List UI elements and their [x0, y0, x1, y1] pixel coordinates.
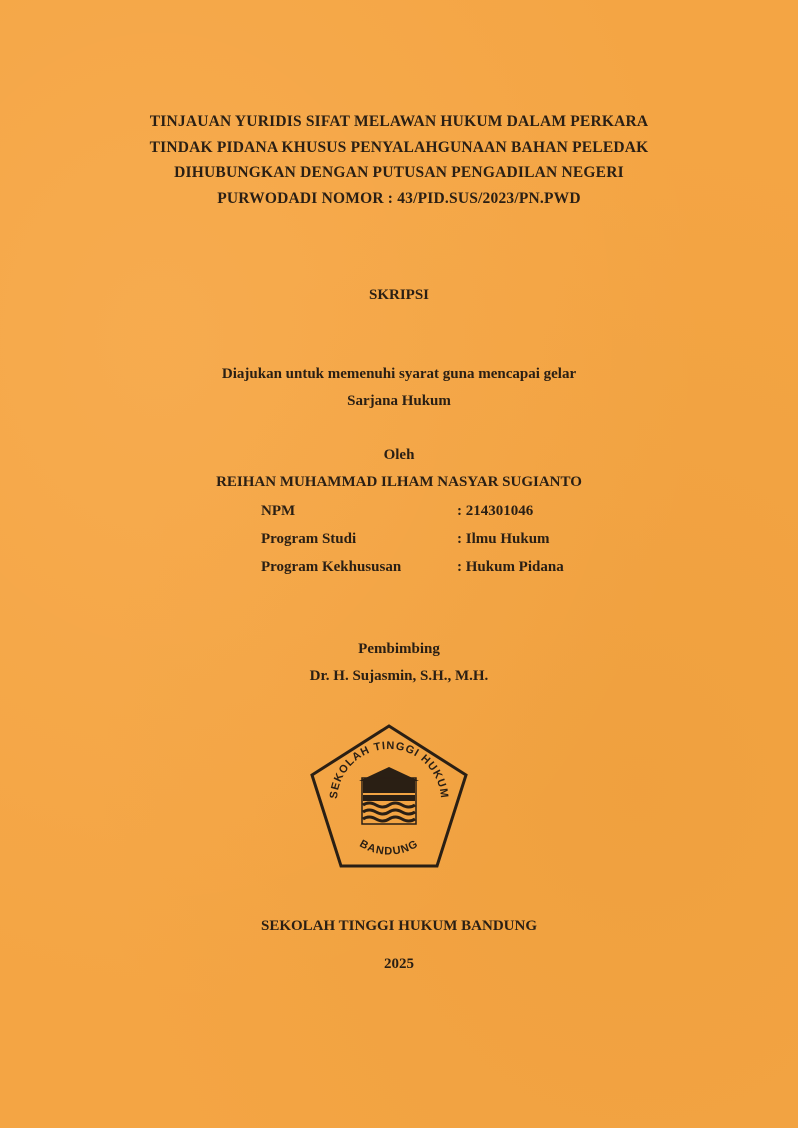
student-info-row	[261, 497, 621, 525]
student-info-row	[261, 553, 621, 581]
advisor-label: Pembimbing	[358, 641, 440, 657]
info-label-program-studi: Program Studi	[261, 530, 357, 547]
title-line-3: DIHUBUNGKAN DENGAN PUTUSAN PENGADILAN NEGERI	[174, 164, 624, 181]
logo-top-text: SEKOLAH TINGGI HUKUM	[327, 739, 451, 800]
student-info-table	[261, 497, 621, 581]
info-label-npm: NPM	[261, 502, 296, 519]
stih-bandung-logo-icon	[309, 723, 469, 869]
title-line-4: PURWODADI NOMOR : 43/PID.SUS/2023/PN.PWD	[217, 189, 581, 207]
student-info-row	[261, 525, 621, 553]
year: 2025	[384, 956, 414, 972]
thesis-title	[0, 109, 798, 211]
by-label: Oleh	[383, 447, 415, 463]
institution-name: SEKOLAH TINGGI HUKUM BANDUNG	[260, 918, 537, 934]
svg-text:BANDUNG	[357, 838, 420, 858]
document-type: SKRIPSI	[368, 287, 430, 303]
purpose-line-1: Diajukan untuk memenuhi syarat guna mencapai gelar	[221, 366, 577, 382]
purpose-line-2: Sarjana Hukum	[347, 393, 451, 409]
title-line-2: TINDAK PIDANA KHUSUS PENYALAHGUNAAN BAHAN PELEDAK	[149, 138, 649, 156]
info-value-kekhususan: : Hukum Pidana	[457, 558, 564, 575]
logo-bottom-text: BANDUNG	[357, 837, 421, 858]
info-value-program-studi: : Ilmu Hukum	[457, 530, 550, 547]
advisor-name: Dr. H. Sujasmin, S.H., M.H.	[309, 668, 489, 684]
author-name: REIHAN MUHAMMAD ILHAM NASYAR SUGIANTO	[216, 474, 582, 490]
info-label-kekhususan: Program Kekhususan	[261, 558, 402, 575]
title-line-1: TINJAUAN YURIDIS SIFAT MELAWAN HUKUM DALAM PERKARA	[149, 113, 649, 130]
info-value-npm: : 214301046	[457, 502, 534, 519]
